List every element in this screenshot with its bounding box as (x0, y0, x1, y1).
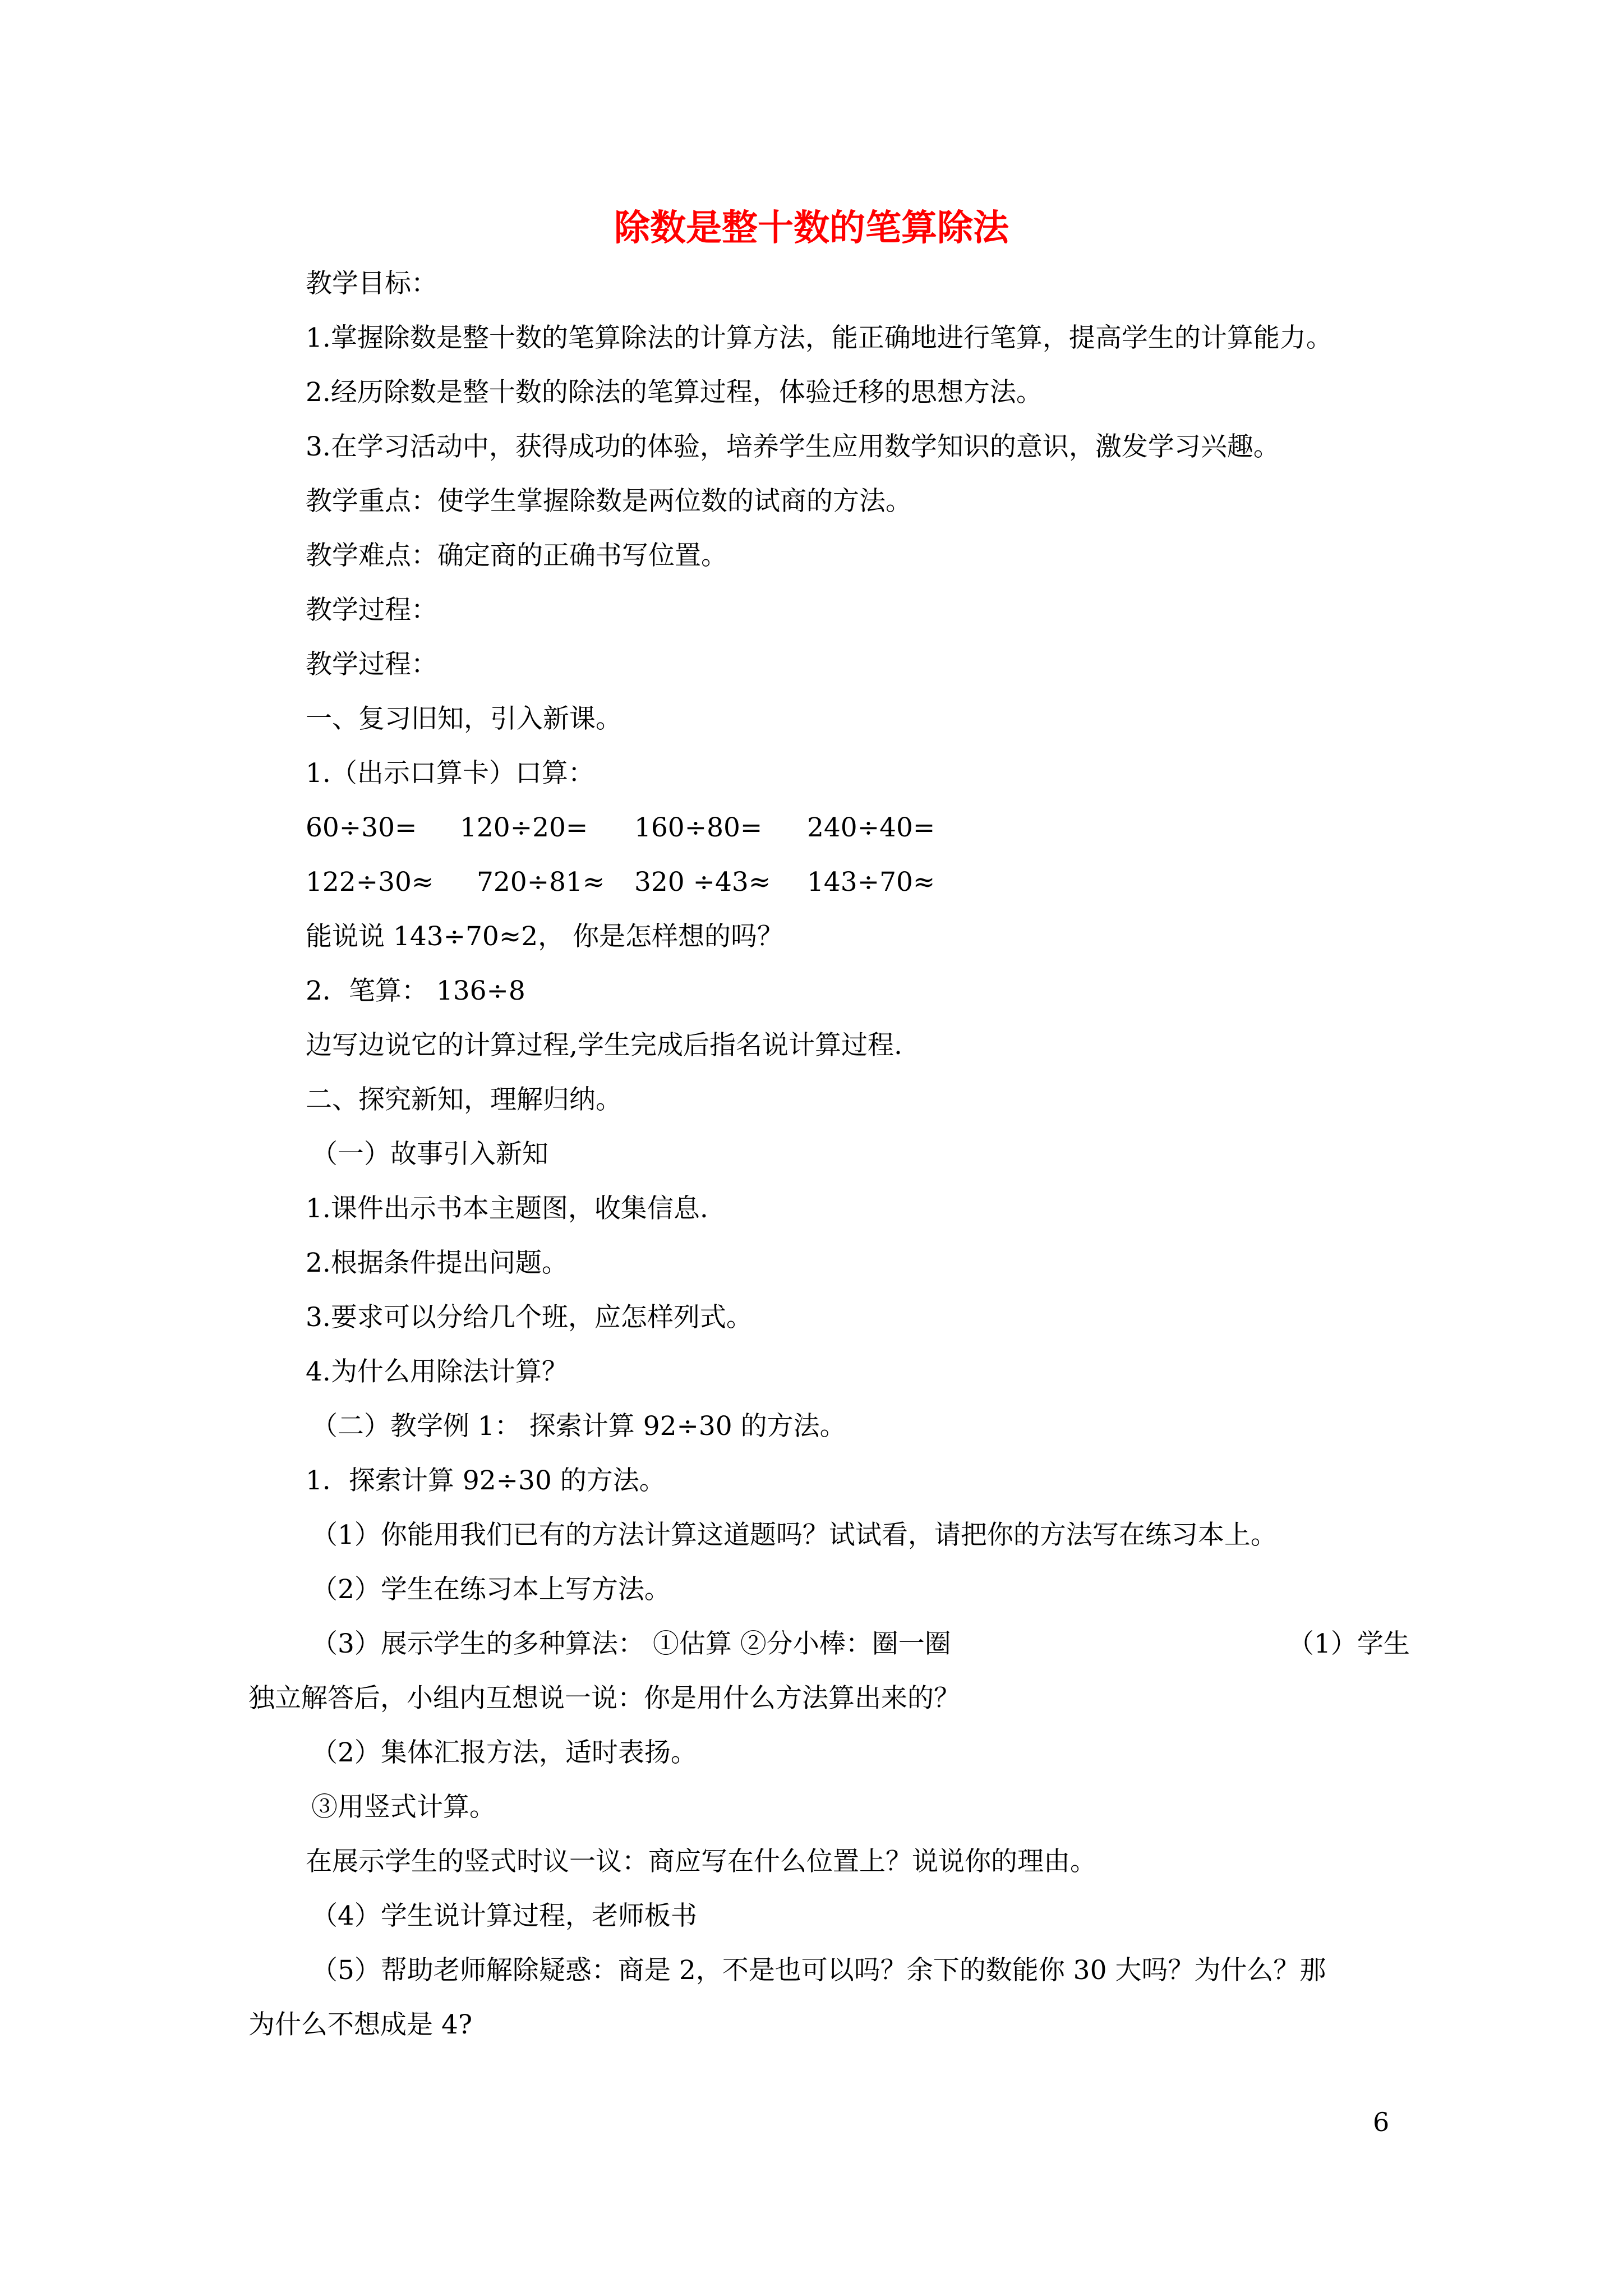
list-item: 1.课件出示书本主题图，收集信息. (306, 1193, 708, 1224)
key-point: 教学重点：使学生掌握除数是两位数的试商的方法。 (306, 486, 912, 517)
calc-row-2 (0, 866, 1623, 899)
step: （2）学生在练习本上写方法。 (311, 1574, 671, 1605)
paragraph: 在展示学生的竖式时议一议：商应写在什么位置上？说说你的理由。 (306, 1846, 1096, 1877)
calc-expression: 720÷81≈ (477, 867, 605, 898)
page-number: 6 (1373, 2107, 1390, 2137)
calc-expression: 122÷30≈ (306, 867, 434, 898)
written-calc: 2．笔算： 136÷8 (306, 976, 525, 1006)
document-title: 除数是整十数的笔算除法 (614, 208, 1009, 249)
calc-expression: 320 ÷43≈ (634, 867, 771, 898)
subsection-heading: （一）故事引入新知 (311, 1139, 548, 1170)
goals-heading: 教学目标： (306, 268, 437, 299)
paragraph: 边写边说它的计算过程,学生完成后指名说计算过程. (306, 1030, 902, 1061)
calc-expression: 143÷70≈ (807, 867, 935, 898)
section-heading: 一、复习旧知，引入新课。 (306, 703, 622, 734)
step: （4）学生说计算过程，老师板书 (311, 1901, 697, 1931)
oral-calc-intro: 1.（出示口算卡）口算： (306, 758, 594, 789)
process-heading: 教学过程： (306, 595, 437, 625)
calc-expression: 60÷30= (306, 812, 417, 843)
step: （5）帮助老师解除疑惑：商是 2，不是也可以吗？余下的数能你 30 大吗？为什么？那 (311, 1955, 1326, 1986)
step: ③用竖式计算。 (311, 1792, 496, 1823)
step-continuation: 为什么不想成是 4? (248, 2009, 473, 2040)
goal-2: 2.经历除数是整十数的除法的笔算过程，体验迁移的思想方法。 (306, 377, 1043, 408)
step: （3）展示学生的多种算法： ①估算 ②分小棒：圈一圈 (311, 1628, 951, 1659)
list-item: 3.要求可以分给几个班，应怎样列式。 (306, 1302, 753, 1333)
calc-row-1 (0, 811, 1623, 845)
goal-3: 3.在学习活动中，获得成功的体验，培养学生应用数学知识的意识，激发学习兴趣。 (306, 431, 1280, 462)
difficulty: 教学难点：确定商的正确书写位置。 (306, 540, 727, 571)
goal-1: 1.掌握除数是整十数的笔算除法的计算方法，能正确地进行笔算，提高学生的计算能力。 (306, 323, 1332, 353)
calc-expression: 240÷40= (807, 812, 935, 843)
list-item: 1．探索计算 92÷30 的方法。 (306, 1465, 666, 1496)
process-heading: 教学过程： (306, 649, 437, 680)
list-item: 4.为什么用除法计算？ (306, 1356, 568, 1387)
question: 能说说 143÷70≈2， 你是怎样想的吗？ (306, 921, 784, 952)
step-fragment: （1）学生 (1288, 1628, 1410, 1659)
calc-expression: 160÷80= (634, 812, 763, 843)
section-heading: 二、探究新知，理解归纳。 (306, 1084, 622, 1115)
calc-expression: 120÷20= (460, 812, 588, 843)
list-item: 2.根据条件提出问题。 (306, 1248, 568, 1278)
step-continuation: 独立解答后，小组内互想说一说：你是用什么方法算出来的？ (248, 1683, 960, 1714)
step: （1）你能用我们已有的方法计算这道题吗？试试看，请把你的方法写在练习本上。 (311, 1520, 1277, 1550)
step: （2）集体汇报方法，适时表扬。 (311, 1737, 697, 1768)
subsection-heading: （二）教学例 1： 探索计算 92÷30 的方法。 (311, 1411, 846, 1442)
